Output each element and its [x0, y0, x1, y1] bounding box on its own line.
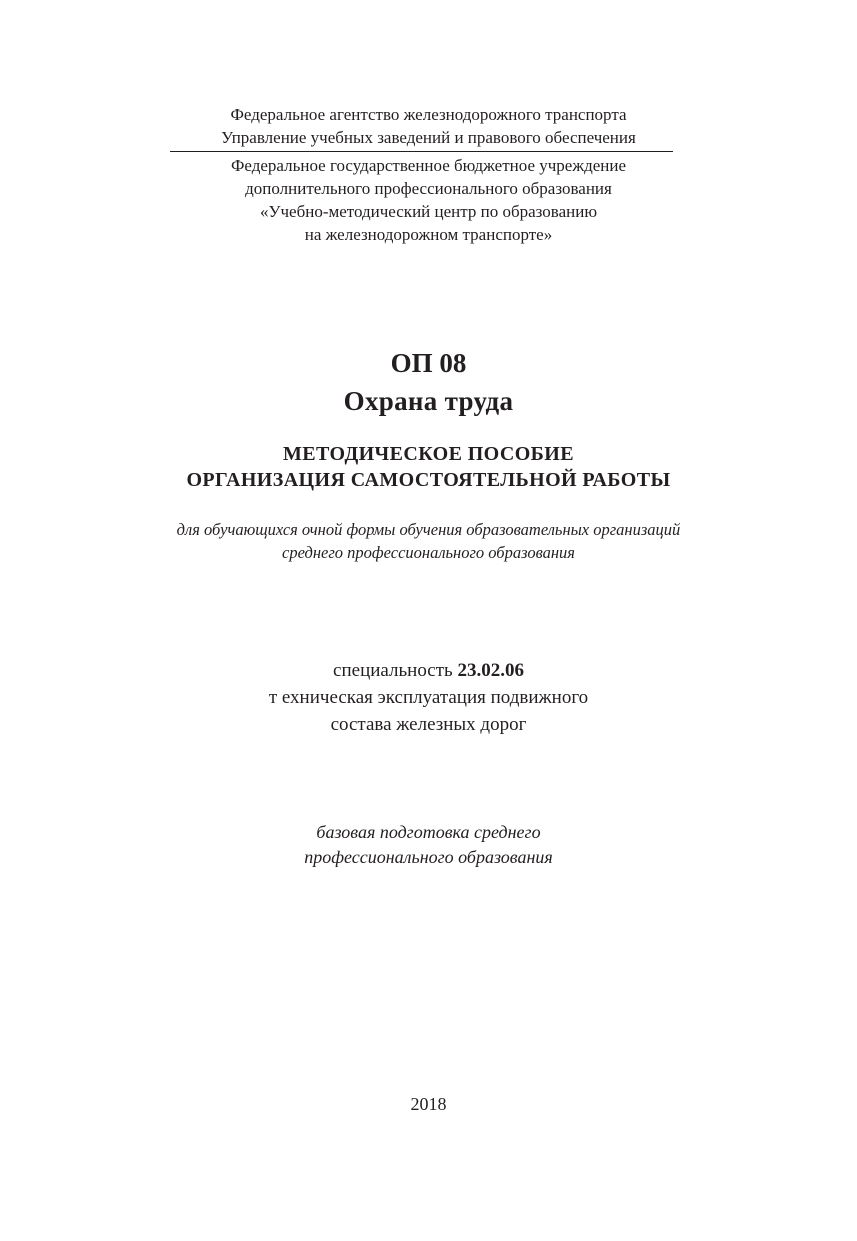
document-type-line: ОРГАНИЗАЦИЯ САМОСТОЯТЕЛЬНОЙ РАБОТЫ [186, 469, 671, 491]
institution-line: Федеральное государственное бюджетное учреждение [230, 156, 627, 175]
document-type-line: МЕТОДИЧЕСКОЕ ПОСОБИЕ [282, 443, 574, 465]
discipline-code: ОП 08 [390, 348, 467, 378]
institution-header [0, 154, 857, 246]
specialty-name-line: состава железных дорог [330, 714, 527, 735]
institution-line: «Учебно-методический центр по образованию [259, 202, 598, 221]
audience-line: среднего профессионального образования [282, 543, 575, 562]
institution-line: на железнодорожном транспорте» [304, 225, 553, 244]
document-type [0, 441, 857, 493]
agency-header [0, 103, 857, 149]
discipline-title: Охрана труда [343, 386, 514, 416]
agency-line: Федеральное агентство железнодорожного транспорта [230, 105, 627, 124]
specialty-code-line [0, 657, 857, 684]
institution-line: дополнительного профессионального образования [245, 179, 612, 198]
audience-line: для обучающихся очной формы обучения образовательных организаций [176, 520, 681, 539]
specialty-prefix: специальность [333, 660, 458, 681]
training-level-line: профессионального образования [304, 847, 553, 867]
training-level-line: базовая подготовка среднего [316, 822, 541, 842]
training-level [0, 820, 857, 870]
publication-year: 2018 [410, 1094, 447, 1114]
department-line: Управление учебных заведений и правового обеспечения [221, 128, 636, 147]
specialty-code: 23.02.06 [457, 660, 524, 681]
specialty-name-line: т ехническая эксплуатация подвижного [268, 687, 589, 708]
specialty-block [0, 657, 857, 738]
header-divider [170, 151, 673, 152]
audience-note [0, 518, 857, 564]
